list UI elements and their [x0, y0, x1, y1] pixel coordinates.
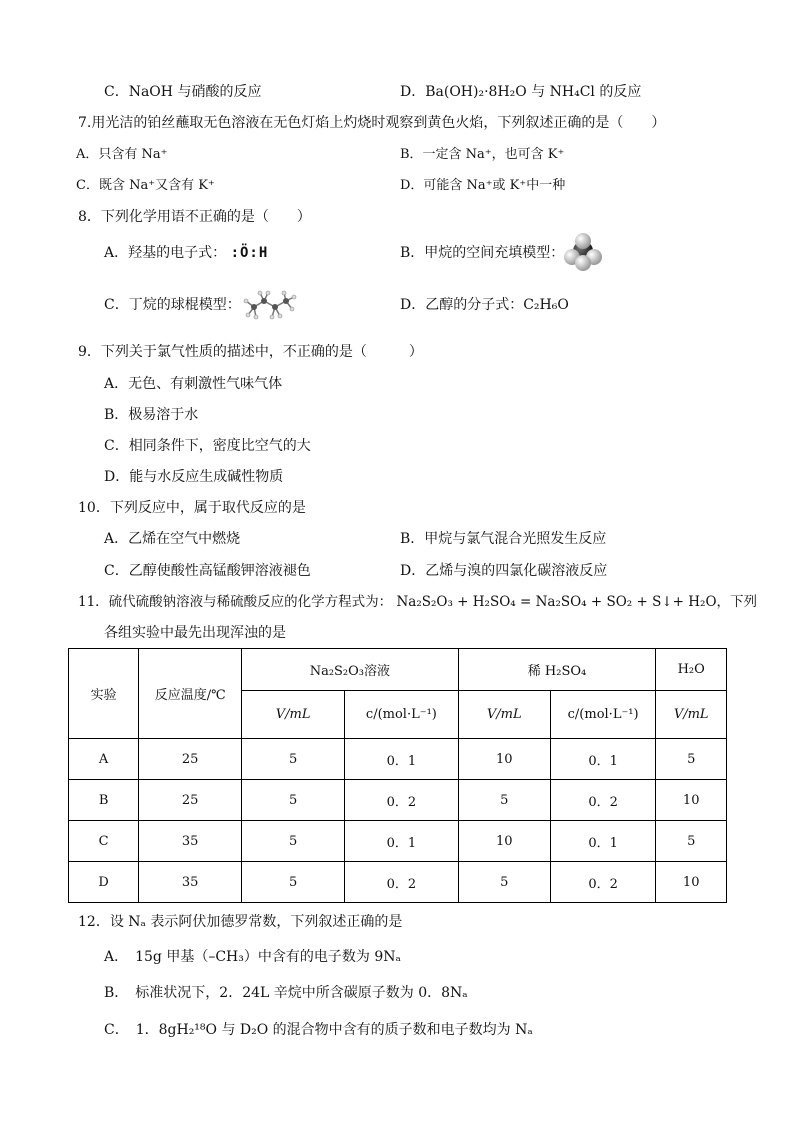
- header-volume-1: V/mL: [242, 691, 345, 739]
- cell-v1: 5: [242, 780, 345, 821]
- cell-v1: 5: [242, 862, 345, 903]
- cell-c2: 0．1: [550, 739, 656, 780]
- q7-stem: 7.用光洁的铂丝蘸取无色溶液在无色灯焰上灼烧时观察到黄色火焰，下列叙述正确的是（ ）: [78, 115, 666, 131]
- cell-c1: 0．2: [345, 862, 458, 903]
- cell-v3: 10: [656, 862, 727, 903]
- cell-c2: 0．2: [550, 862, 656, 903]
- q8-option-c-label: C．丁烷的球棍模型：: [104, 297, 241, 313]
- q8-option-d: D．乙醇的分子式：C₂H₆O: [400, 297, 569, 313]
- cell-exp: A: [69, 739, 139, 780]
- q7-option-c: C．既含 Na⁺又含有 K⁺: [76, 178, 215, 193]
- q9-stem: 9．下列关于氯气性质的描述中，不正确的是（ ）: [78, 344, 423, 360]
- q8-option-a: [104, 244, 268, 262]
- q12-option-c: C． 1．8gH₂¹⁸O 与 D₂O 的混合物中含有的质子数和电子数均为 Nₐ: [104, 1022, 533, 1038]
- q8-option-b-label: B．甲烷的空间充填模型：: [400, 245, 565, 261]
- cell-v1: 5: [242, 739, 345, 780]
- q6-option-c: C．NaOH 与硝酸的反应: [104, 84, 262, 100]
- q10-option-a: A．乙烯在空气中燃烧: [104, 531, 241, 547]
- cell-v1: 5: [242, 821, 345, 862]
- header-h2so4: 稀 H₂SO₄: [458, 649, 656, 691]
- cell-c1: 0．1: [345, 739, 458, 780]
- header-conc-2: c/(mol·L⁻¹): [550, 691, 656, 739]
- q9-option-b: B．极易溶于水: [104, 407, 199, 423]
- q10-option-b: B．甲烷与氯气混合光照发生反应: [400, 531, 607, 547]
- header-experiment: 实验: [69, 649, 139, 739]
- q7-option-b: B．一定含 Na⁺，也可含 K⁺: [400, 147, 565, 162]
- q11-stem-line1: 11．硫代硫酸钠溶液与稀硫酸反应的化学方程式为： Na₂S₂O₃ + H₂SO₄ = Na₂SO₄ + SO₂ + S↓+ H₂O，下列: [78, 594, 758, 610]
- q11-stem-line2: 各组实验中最先出现浑浊的是: [104, 625, 286, 641]
- table-row: [69, 862, 727, 903]
- q8-option-b: [400, 244, 564, 262]
- q12-option-b: B． 标准状况下，2．24L 辛烷中所含碳原子数为 0．8Nₐ: [104, 985, 468, 1001]
- cell-c2: 0．2: [550, 780, 656, 821]
- cell-exp: B: [69, 780, 139, 821]
- q12-stem: 12．设 Nₐ 表示阿伏加德罗常数，下列叙述正确的是: [78, 914, 403, 930]
- cell-v3: 5: [656, 739, 727, 780]
- cell-v3: 10: [656, 780, 727, 821]
- cell-c2: 0．1: [550, 821, 656, 862]
- cell-v2: 10: [458, 821, 550, 862]
- q7-option-d: D．可能含 Na⁺或 K⁺中一种: [400, 178, 566, 193]
- cell-temp: 25: [139, 780, 242, 821]
- q8-stem: 8．下列化学用语不正确的是（ ）: [78, 209, 311, 225]
- q8-option-a-label: A．羟基的电子式：: [104, 245, 227, 261]
- butane-ball-and-stick-model-image: [242, 289, 298, 321]
- table-row: [69, 821, 727, 862]
- q8-option-c: [104, 296, 241, 314]
- cell-exp: D: [69, 862, 139, 903]
- q9-option-a: A．无色、有刺激性气味气体: [104, 376, 283, 392]
- cell-v3: 5: [656, 821, 727, 862]
- header-conc-1: c/(mol·L⁻¹): [345, 691, 458, 739]
- cell-c1: 0．1: [345, 821, 458, 862]
- cell-v2: 5: [458, 780, 550, 821]
- hydroxyl-electron-formula: :Ö:H: [230, 245, 269, 261]
- cell-c1: 0．2: [345, 780, 458, 821]
- table-row: [69, 739, 727, 780]
- methane-space-filling-model-image: [562, 232, 604, 272]
- cell-temp: 35: [139, 821, 242, 862]
- header-water: H₂O: [656, 649, 727, 691]
- header-volume-2: V/mL: [458, 691, 550, 739]
- cell-exp: C: [69, 821, 139, 862]
- experiment-table: [68, 648, 727, 903]
- header-volume-3: V/mL: [656, 691, 727, 739]
- cell-v2: 10: [458, 739, 550, 780]
- header-na2s2o3: Na₂S₂O₃溶液: [242, 649, 459, 691]
- cell-temp: 25: [139, 739, 242, 780]
- q12-option-a: A． 15g 甲基（–CH₃）中含有的电子数为 9Nₐ: [104, 949, 401, 965]
- q7-option-a: A．只含有 Na⁺: [76, 147, 168, 162]
- q6-option-d: D．Ba(OH)₂·8H₂O 与 NH₄Cl 的反应: [400, 84, 642, 100]
- q10-option-c: C．乙醇使酸性高锰酸钾溶液褪色: [104, 563, 311, 579]
- cell-v2: 5: [458, 862, 550, 903]
- cell-temp: 35: [139, 862, 242, 903]
- q9-option-c: C．相同条件下，密度比空气的大: [104, 438, 311, 454]
- q9-option-d: D．能与水反应生成碱性物质: [104, 469, 284, 485]
- q10-option-d: D．乙烯与溴的四氯化碳溶液反应: [400, 563, 608, 579]
- q10-stem: 10．下列反应中，属于取代反应的是: [78, 500, 306, 516]
- header-temperature: 反应温度/℃: [139, 649, 242, 739]
- table-row: [69, 780, 727, 821]
